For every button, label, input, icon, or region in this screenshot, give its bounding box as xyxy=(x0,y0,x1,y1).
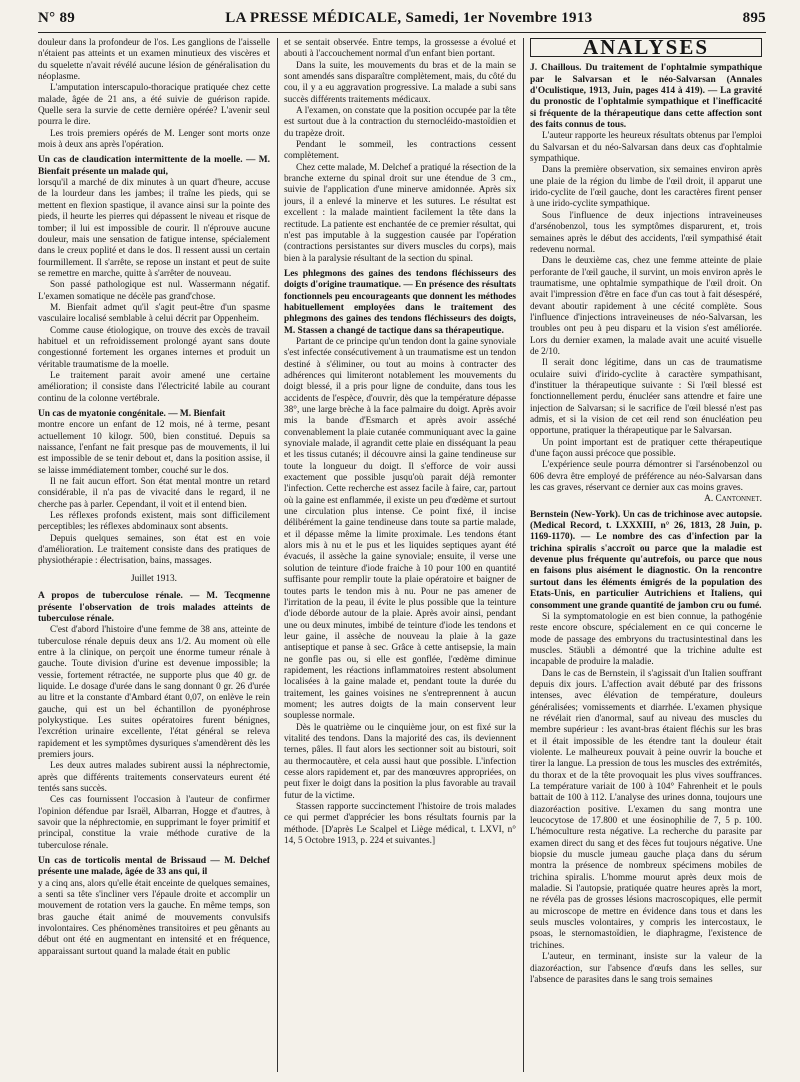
column-3 xyxy=(530,38,762,1076)
running-header xyxy=(38,10,766,32)
paragraph: Comme cause étiologique, on trouve des excès de travail habituel et un refroidissement prolongé ayant sans doute congestionné fortement les organes internes et produit un véritable traumatisme de la moelle. xyxy=(38,325,270,370)
paragraph: L'auteur rapporte les heureux résultats obtenus par l'emploi du Salvarsan et du néo-Salvarsan dans deux cas d'ophtalmie sympathique. xyxy=(530,131,762,165)
section-heading: Un cas de torticolis mental de Brissaud — M. Delchef présente une malade, âgée de 33 ans qui, il xyxy=(38,856,270,878)
paragraph: Il ne fait aucun effort. Son état mental montre un retard considérable, il n'a pas de vivacité dans le regard, il ne cherche pas à parler. Cependant, il voit et il entend bien. xyxy=(38,477,270,510)
paragraph: Un point important est de pratiquer cette thérapeutique d'une façon aussi précoce que possible. xyxy=(530,437,762,460)
paragraph: M. Bienfait admet qu'il s'agit peut-être d'un spasme vasculaire localisé semblable à celui décrit par Oppenheim. xyxy=(38,302,270,325)
paragraph: Stassen rapporte succinctement l'histoire de trois malades ce qui permet d'apprécier les bons résultats fournis par la méthode. [D'après Le Scalpel et Liège médical, t. LXVI, n° 14, 5 Octobre 1913, p. 224 et suivantes.] xyxy=(284,802,516,847)
page-number: 895 xyxy=(742,10,766,26)
paragraph: y a cinq ans, alors qu'elle était enceinte de quelques semaines, a senti sa tête s'incliner vers l'épaule droite et accomplir un mouvement de rotation vers la gauche. En même temps, son bras gauche était animé de mouvements convulsifs involontaires. Ces phénomènes transitoires et peu gênants au début ont été en augmentant en intensité et en fréquence, apparaissant surtout quand la malade était en public xyxy=(38,878,270,957)
column-2 xyxy=(284,38,516,1076)
paragraph: Dans le cas de Bernstein, il s'agissait d'un Italien souffrant depuis dix jours. L'affection avait débuté par des frissons intenses, avec élévation de température, douleurs généralisées; vomissements et diarrhée. L'examen physique ne révélait rien d'anormal, sauf au niveau des muscles du membre supérieur : les avant-bras étaient fléchis sur les bras et il était impossible de les étendre tant la douleur était violente. Le malheureux pouvait à peine ouvrir la bouche et tirer la langue. La pression de tous les muscles des extrémités, du thorax et de la tête provoquait les plus vives souffrances. La température variait de 100 à 104° Fahrenheit et le pouls battait de 100 à 112. L'analyse des urines donna, toujours une diazoréaction positive. L'examen du sang montra une leucocytose de 17.800 et une éosinophilie de 7, 5 p. 100. L'hémoculture resta négative. La recherche du parasite par examen direct du sang et des fèces fut toujours négative. Une biopsie du muscle jumeau gauche plaça dans du sérum montra la présence de nombreux spécimens mobiles de trichina spiralis. L'homme mourut après deux mois de maladie. Si l'autopsie, pratiquée quatre heures après la mort, ne révéla pas de grosses lésions macroscopiques, elle permit au microscope de mettre en évidence dans tous et dans les seuls muscles volontaires, y compris les intercostaux, le psoas, le sternomastoïdien, le diaphragme, l'existence de trichines. xyxy=(530,668,762,951)
paragraph: Ces cas fournissent l'occasion à l'auteur de confirmer l'opinion défendue par Israël, Albarran, Hogge et d'autres, à savoir que la néphrectomie, en supprimant le foyer primitif et principal, constitue la vraie méthode curative de la tuberculose rénale. xyxy=(38,795,270,851)
section-heading: Les phlegmons des gaines des tendons fléchisseurs des doigts d'origine traumatique. — En présence des résultats fonctionnels peu encourageants que donnent les méthodes habituellement employées dans le traitement des phlegmons des gaines des tendons fléchisseurs des doigts, M. Stassen a changé de tactique dans sa thérapeutique. xyxy=(284,268,516,336)
paragraph: Les trois premiers opérés de M. Lenger sont morts onze mois à deux ans après l'opération. xyxy=(38,128,270,151)
date-line: Juillet 1913. xyxy=(131,573,177,584)
section-heading: Un cas de myatonie congénitale. — M. Bienfait xyxy=(38,409,226,419)
paragraph: Partant de ce principe qu'un tendon dont la gaine synoviale s'est infectée consécutivement à un traumatisme est un tendon destiné à s'éliminer, ou tout au moins à contracter des adhérences qui limiteront notablement les mouvements du doigt blessé, il a pris pour ligne de conduite, dans tous les accidents de l'espèce, d'ouvrir, dès que la température dépasse 38°, une large brèche à la face palmaire du doigt. Après avoir mis la bande d'Esmarch et après avoir asséché convenablement la plaie cutanée communiquant avec la gaine synoviale malade, il agrandit cette plaie en disséquant la peau et les tissus cutanés; il découvre ainsi la gaine tendineuse sur toute la longueur du doigt. Il s'efforce de voir aussi exactement que possible jusqu'où parait déjà remonter l'infection. Cette recherche est assez facile à faire, car, partout où la gaine est enflammée, il existe un peu d'œdème et surtout une circulation plus intense. Ce point fixé, il incise délibérément la gaine tendineuse dans toute sa partie malade, et il dépasse même la limite proximale. Les tendons étant alors mis à nu et le pus et les liquides septiques ayant été évacués, il assèche la gaine synoviale; ensuite, il verse une solution de teinture d'iode fraiche à 10 pour 100 en quantité suffisante pour remplir toute la plaie opératoire et baigner de toutes parts le tendon mis à nu. Pour ne pas amener de l'irritation de la peau, il évite le plus possible que la teinture d'iode déborde autour de la plaie. Après avoir ainsi, pendant une ou deux minutes, imbibé de teinture d'iode les tendons et leur gaine, il assèche de nouveau la plaie à la gaze antiseptique et panse à sec. Grâce à cette antisepsie, la main ne gonfle pas ou, si elle est gonflée, l'œdème diminue rapidement, les réactions inflammatoires restent absolument localisées à la gaine malade et, pendant toute la durée du traitement, les gaines voisines ne s'entreprennent à aucun moment; les autres doigts de la main conservent leur souplesse normale. xyxy=(284,336,516,722)
paragraph: Les réflexes profonds existent, mais sont difficilement perceptibles; les réflexes abdominaux sont absents. xyxy=(38,511,270,533)
paragraph: L'auteur, en terminant, insiste sur la valeur de la diazoréaction, sur l'absence d'œufs dans les selles, sur l'absence de parasites dans le sang trois semaines xyxy=(530,952,762,985)
issue-number: N° 89 xyxy=(38,10,76,26)
author-signature: A. Cantonnet. xyxy=(704,494,762,505)
paragraph: Dans le deuxième cas, chez une femme atteinte de plaie perforante de l'œil gauche, il survint, un mois environ après le traumatisme, une ophtalmie sympathique de l'œil droit. On avait l'impression d'être en face d'un cas tout à fait désespéré, devant aboutir rapidement à une cécité complète. Sous l'influence d'injections intraveineuses de néo-Salvarsan, les troubles ont peu à peu disparu et la vision s'est améliorée. Lors du dernier examen, la malade avait une acuité visuelle de 2/10. xyxy=(530,256,762,357)
paragraph: Il serait donc légitime, dans un cas de traumatisme oculaire suivi d'irido-cyclite à caractère sympathisant, d'instituer la thérapeutique suivante : Si l'œil blessé est fonctionnellement perdu, énucléer sans attendre et faire une injection de Salvarsan; si le sacrifice de l'œil blessé n'est pas admis, et si la vision de cet œil rend son énucléation peu opportune, pratiquer la thérapeutique par le Salvarsan. xyxy=(530,358,762,437)
paragraph: Dès le quatrième ou le cinquième jour, on est fixé sur la vitalité des tendons. Dans la majorité des cas, ils deviennent ternes, pâles. Il faut alors les sectionner soit au bistouri, soit au thermocautère, et cela aussi haut que possible. L'infection cesse alors rapidement et, par des manœuvres appropriées, on peut fixer le doigt dans la position la plus favorable au travail futur de la victime. xyxy=(284,722,516,801)
paragraph: L'amputation interscapulo-thoracique pratiquée chez cette malade, âgée de 21 ans, a été suivie de guérison rapide. Quelle sera la survie de cette dernière opérée? L'avenir seul pourra le dire. xyxy=(38,83,270,128)
paragraph: Le traitement parait avoir amené une certaine amélioration; il consiste dans l'électricité labile au courant continu de la colonne vertébrale. xyxy=(38,370,270,404)
section-heading: J. Chaillous. Du traitement de l'ophtalmie sympathique par le Salvarsan et le néo-Salvarsan (Annales d'Oculistique, 1913, Juin, pages 414 à 419). — La gravité du pronostic de l'ophtalmie sympathique et l'inefficacité si fréquente de la thérapeutique dans cette affection sont des faits connus de tous. xyxy=(530,63,762,131)
paragraph: montre encore un enfant de 12 mois, né à terme, pesant actuellement 10 kilogr. 500, bien constitué. Depuis sa naissance, l'enfant ne fait presque pas de mouvements, il lui est impossible de se tenir debout et, dans la position assise, il se laisse immédiatement tomber, couché sur le dos. xyxy=(38,420,270,476)
paragraph: Les deux autres malades subirent aussi la néphrectomie, après que différents traitements conservateurs eurent été tentés sans succès. xyxy=(38,761,270,794)
paragraph: Depuis quelques semaines, son état est en voie d'amélioration. Le traitement consiste dans des pratiques de physiothérapie : électrisation, bains, massages. xyxy=(38,533,270,567)
paragraph: et se sentait observée. Entre temps, la grossesse a évolué et abouti à l'accouchement normal d'un enfant bien portant. xyxy=(284,38,516,60)
paragraph: A l'examen, on constate que la position occupée par la tête est surtout due à la contraction du sternocléido-mastoïdien et du trapèze droit. xyxy=(284,106,516,139)
section-heading: Bernstein (New-York). Un cas de trichinose avec autopsie. (Medical Record, t. LXXXIII, n° 26, 1813, 28 Juin, p. 1169-1170). — Le nombre des cas d'infection par la trichina spiralis s'accroît ou parce que la maladie est devenue plus fréquente qu'autrefois, ou parce que nous en faisons plus aisément le diagnostic. On la rencontre surtout dans les éléments émigrés de la population des Etats-Unis, en particulier Autrichiens et Italiens, qui consomment une grande quantité de jambon cru ou fumé. xyxy=(530,509,762,611)
column-1 xyxy=(38,38,270,1076)
journal-title: LA PRESSE MÉDICALE, Samedi, 1er Novembre 1913 xyxy=(225,10,593,26)
paragraph: L'expérience seule pourra démontrer si l'arsénobenzol ou 606 devra être employé de préférence au néo-Salvarsan dans les cas graves, réservant ce dernier aux cas moins graves. xyxy=(530,460,762,494)
section-heading: Un cas de claudication intermittente de la moelle. — M. Bienfait présente un malade qui, xyxy=(38,155,270,177)
paragraph: Dans la suite, les mouvements du bras et de la main se sont amendés sans disparaître complètement, mais, du côté du cou, il y a eu aggravation progressive. La malade a subi sans succès différents traitements médicaux. xyxy=(284,60,516,105)
section-banner: ANALYSES xyxy=(530,38,762,57)
column-divider xyxy=(523,38,524,1072)
paragraph: Dans la première observation, six semaines environ après une plaie de la région du limbe de l'œil droit, il apparut une irido-cyclite de l'œil gauche, dont les caractères firent penser à une irido-cyclite sympathique. xyxy=(530,165,762,210)
column-divider xyxy=(277,38,278,1072)
paragraph: Si la symptomatologie en est bien connue, la pathogénie reste encore obscure, spécialement en ce qui concerne le mode de passage des embryons du tractusintestinal dans les muscles. Stäubli a démontré que la trichine adulte est incapable de produire la maladie. xyxy=(530,611,762,668)
header-rule xyxy=(38,32,766,33)
paragraph: Pendant le sommeil, les contractions cessent complètement. xyxy=(284,140,516,162)
paragraph: Chez cette malade, M. Delchef a pratiqué la résection de la branche externe du spinal droit sur une étendue de 3 cm., suivie de l'application d'une minerve amidonnée. Après six jours, il a enlevé la minerve et les sutures. Le résultat est excellent : la malade maintient facilement la tête dans la rectitude. La patiente est enchantée de ce premier résultat, qui n'est pas imputable à la suggestion causée par l'opération (contractions persistantes sur divers muscles du corps), mais bien à la paralysie résultant de la section du spinal. xyxy=(284,162,516,264)
paragraph: lorsqu'il a marché de dix minutes à un quart d'heure, accuse de la lourdeur dans les jambes; il traîne les pieds, qui se mettent en flexion spastique, il avance ainsi sur la pointe des pieds, il heurte les pierres qui dépassent le niveau et risque de tomber; il lui est impossible de courir. Il n'éprouve aucune douleur, mais une sensation de fatigue intense, spécialement dans le creux poplité et dans le dos. Il ressent aussi un certain fourmillement. Il s'arrête, se repose un instant et peut de suite se remettre en marche, quitte à s'arrêter de nouveau. xyxy=(38,178,270,279)
paragraph: C'est d'abord l'histoire d'une femme de 38 ans, atteinte de tuberculose rénale depuis deux ans 1/2. Au moment où elle entre à la clinique, on perçoit une énorme tumeur rénale à gauche. Toute division d'urine est devenue impossible; la vessie, fortement rétractée, ne supporte plus que 40 gr. de liquide. Le dosage d'urée dans le sang donnant 0 gr. 26 d'urée au litre et la constante d'Ambard étant 0,07, on enlève le rein gauche, qui est un bel échantillon de pyonéphrose polykystique. Les suites opératoires furent bénignes, l'excrétion urinaire excellente, l'état général se releva rapidement et les symptômes dysuriques s'amendèrent dès les premiers jours. xyxy=(38,625,270,760)
paragraph: Sous l'influence de deux injections intraveineuses d'arsénobenzol, tous les symptômes disparurent, et, trois semaines après le début des accidents, l'œil sympathisé était redevenu normal. xyxy=(530,210,762,255)
paragraph: douleur dans la profondeur de l'os. Les ganglions de l'aisselle n'étaient pas atteints et un examen minutieux des viscères et du squelette n'avait révélé aucune lésion de généralisation du néoplasme. xyxy=(38,38,270,83)
section-heading: A propos de tuberculose rénale. — M. Tecqmenne présente l'observation de trois malades atteints de tuberculose rénale. xyxy=(38,591,270,624)
paragraph: Son passé pathologique est nul. Wassermann négatif. L'examen somatique ne décèle pas grand'chose. xyxy=(38,280,270,302)
